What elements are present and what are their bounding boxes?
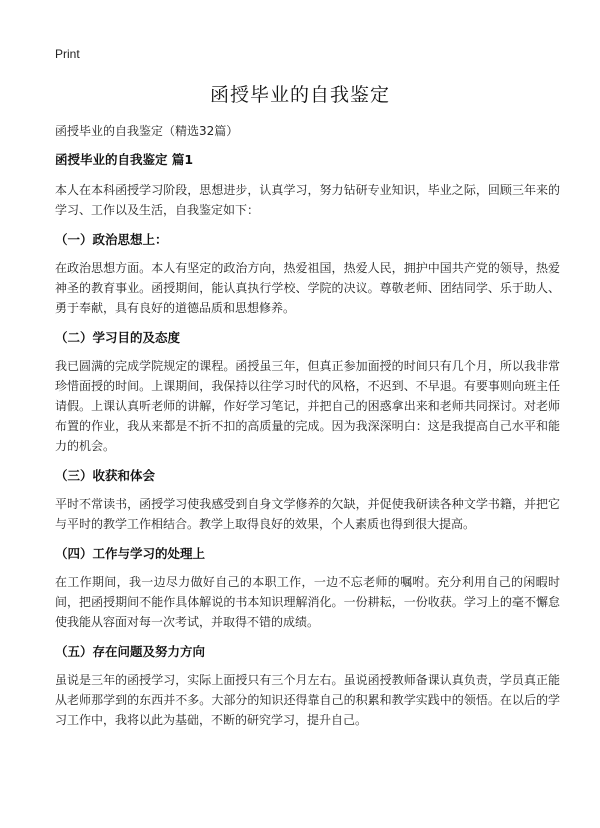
section-body-gains: 平时不常读书，函授学习使我感受到自身文学修养的欠缺，并促使我研读各种文学书籍，并把它与平时的教学工作相结合。教学上取得良好的效果，个人素质也得到很大提高。: [55, 497, 560, 531]
section-body-problems: 虽说是三年的函授学习，实际上面授只有三个月左右。虽说函授教师备课认真负责，学员真正能从老师那学到的东西并不多。大部分的知识还得靠自己的积累和教学实践中的领悟。在以后的学习工作中，我将以此为基础，不断的研究学习，提升自己。: [55, 673, 560, 727]
article-heading: 函授毕业的自我鉴定 篇1: [55, 152, 194, 167]
section-heading-study-attitude: （二）学习目的及态度: [55, 330, 181, 345]
section-body-study-attitude: 我已圆满的完成学院规定的课程。函授虽三年，但真正参加面授的时间只有几个月，所以我非常珍惜面授的时间。上课期间，我保持以往学习时代的风格，不迟到、不早退。有要事则向班主任请假。上课认真听老师的讲解，作好学习笔记，并把自己的困惑拿出来和老师共同探讨。对老师布置的作业，我从来都是不折不扣的高质量的完成。因为我深深明白：这是我提高自己水平和能力的机会。: [55, 359, 560, 453]
section-heading-politics: （一）政治思想上：: [55, 232, 168, 247]
section-body-work-study: 在工作期间，我一边尽力做好自己的本职工作，一边不忘老师的嘱咐。充分利用自己的闲暇时间，把函授期间不能作具体解说的书本知识理解消化。一份耕耘，一份收获。学习上的毫不懈怠使我能从容面对每一次考试，并取得不错的成绩。: [55, 575, 560, 629]
page-title: 函授毕业的自我鉴定: [209, 84, 390, 106]
section-heading-problems: （五）存在问题及努力方向: [55, 644, 206, 659]
section-heading-gains: （三）收获和体会: [55, 468, 156, 483]
article-content: [55, 150, 560, 740]
print-link[interactable]: Print: [55, 47, 80, 61]
section-body-politics: 在政治思想方面。本人有坚定的政治方向，热爱祖国，热爱人民，拥护中国共产党的领导，热爱神圣的教育事业。函授期间，能认真执行学校、学院的决议。尊敬老师、团结同学、乐于助人、勇于奉献，具有良好的道德品质和思想修养。: [55, 261, 560, 315]
section-heading-work-study: （四）工作与学习的处理上: [55, 546, 206, 561]
page-subtitle: 函授毕业的自我鉴定（精选32篇）: [55, 124, 239, 138]
intro-paragraph: 本人在本科函授学习阶段，思想进步，认真学习，努力钻研专业知识，毕业之际，回顾三年来的学习、工作以及生活，自我鉴定如下：: [55, 183, 560, 217]
